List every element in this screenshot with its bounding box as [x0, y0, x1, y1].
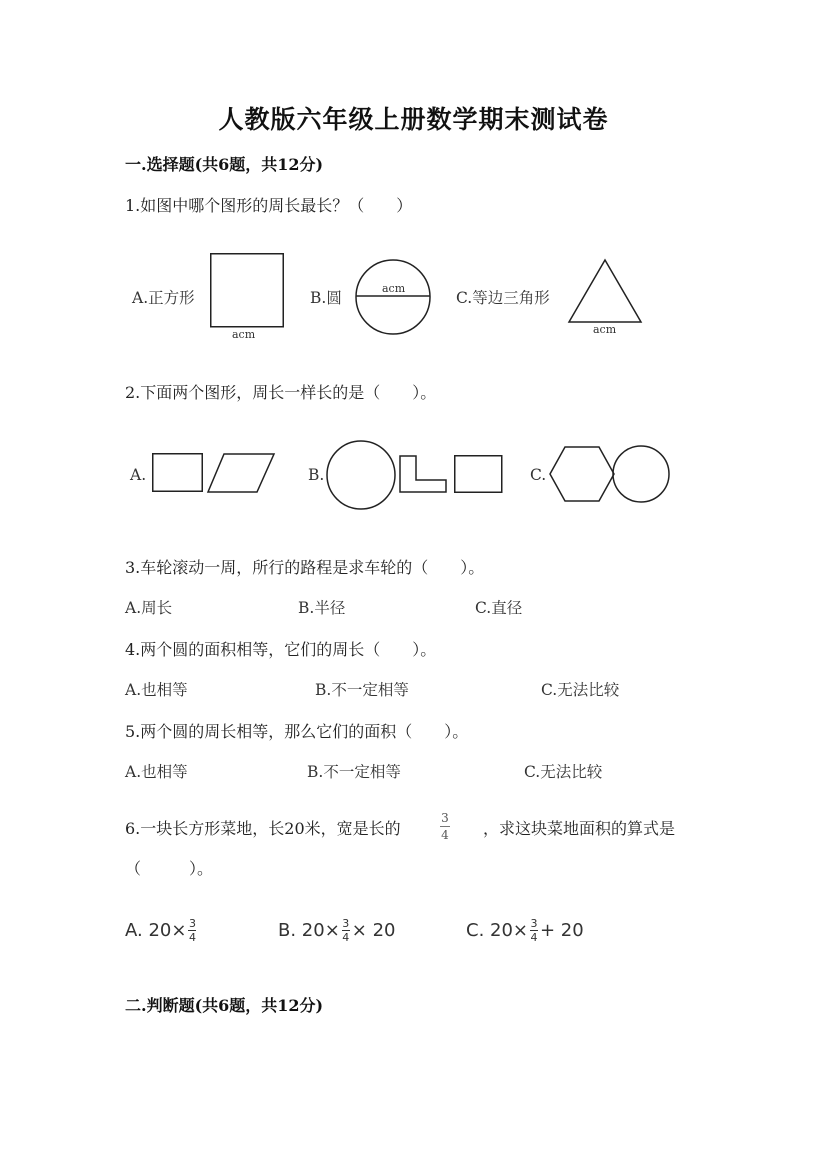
- q6-option-c[interactable]: [466, 918, 584, 943]
- q4-option-a[interactable]: A.也相等: [125, 681, 188, 699]
- q6-option-b[interactable]: [278, 918, 396, 943]
- q1-option-b[interactable]: B.圆: [310, 289, 342, 307]
- q6-option-c-fraction: [530, 918, 538, 943]
- question-6-stem-part1: 6.一块长方形菜地，长20米，宽是长的: [125, 819, 401, 838]
- square-figure: [210, 253, 284, 328]
- q6-fraction-numerator: 3: [441, 811, 449, 825]
- q6-option-b-text: B. 20×: [278, 920, 340, 941]
- question-5-stem: 5.两个圆的周长相等，那么它们的面积（ ）。: [125, 722, 469, 741]
- q6-option-b-suffix: × 20: [351, 920, 396, 941]
- hexagon-figure: [549, 446, 615, 502]
- question-6-stem-line2: （ ）。: [125, 859, 214, 878]
- q2-option-c[interactable]: C.: [530, 466, 547, 484]
- q3-option-a[interactable]: A.周长: [125, 599, 173, 617]
- question-3-stem: 3.车轮滚动一周，所行的路程是求车轮的（ ）。: [125, 558, 485, 577]
- fraction-numerator: 3: [530, 917, 538, 930]
- q3-option-c[interactable]: C.直径: [475, 599, 523, 617]
- fraction-numerator: 3: [342, 917, 350, 930]
- section-heading-choice: 一.选择题(共6题，共12分): [125, 155, 324, 174]
- rectangle-figure: [152, 453, 204, 493]
- question-1-stem: 1.如图中哪个图形的周长最长？（ ）: [125, 196, 413, 215]
- question-2-stem: 2.下面两个图形，周长一样长的是（ ）。: [125, 383, 437, 402]
- q4-option-b[interactable]: B.不一定相等: [315, 681, 409, 699]
- q2-option-b[interactable]: B.: [308, 466, 325, 484]
- q5-option-c[interactable]: C.无法比较: [524, 763, 603, 781]
- q5-option-a[interactable]: A.也相等: [125, 763, 188, 781]
- q6-option-a[interactable]: [125, 918, 198, 943]
- fraction-denominator: 4: [188, 931, 196, 944]
- question-6-stem-part2: ，求这块菜地面积的算式是: [483, 819, 676, 838]
- triangle-side-label: acm: [593, 323, 617, 336]
- l-shape-figure: [399, 455, 447, 493]
- q1-option-c[interactable]: C.等边三角形: [456, 289, 550, 307]
- q1-option-a[interactable]: A.正方形: [132, 289, 195, 307]
- q3-option-b[interactable]: B.半径: [298, 599, 346, 617]
- circle-figure-c: [611, 445, 671, 503]
- q5-option-b[interactable]: B.不一定相等: [307, 763, 401, 781]
- fraction-numerator: 3: [188, 917, 196, 930]
- q6-option-b-fraction: [342, 918, 350, 943]
- triangle-figure: [568, 259, 642, 325]
- q4-option-c[interactable]: C.无法比较: [541, 681, 620, 699]
- fraction-denominator: 4: [342, 931, 350, 944]
- q2-option-a[interactable]: A.: [130, 466, 147, 484]
- parallelogram-figure: [207, 453, 275, 493]
- page-title: 人教版六年级上册数学期末测试卷: [218, 105, 609, 134]
- q6-option-a-fraction: [188, 918, 196, 943]
- rectangle-figure-b: [454, 455, 503, 493]
- q6-fraction: [440, 811, 450, 842]
- q6-option-a-text: A. 20×: [125, 920, 187, 941]
- q6-fraction-denominator: 4: [441, 828, 449, 842]
- circle-figure: [355, 259, 431, 335]
- square-side-label: acm: [232, 328, 256, 341]
- question-4-stem: 4.两个圆的面积相等，它们的周长（ ）。: [125, 640, 437, 659]
- circle-figure-b: [326, 440, 396, 510]
- fraction-denominator: 4: [530, 931, 538, 944]
- q6-option-c-suffix: + 20: [540, 920, 584, 941]
- circle-diameter-label: acm: [382, 282, 406, 295]
- q6-option-c-text: C. 20×: [466, 920, 528, 941]
- section-heading-judgment: 二.判断题(共6题，共12分): [125, 996, 324, 1015]
